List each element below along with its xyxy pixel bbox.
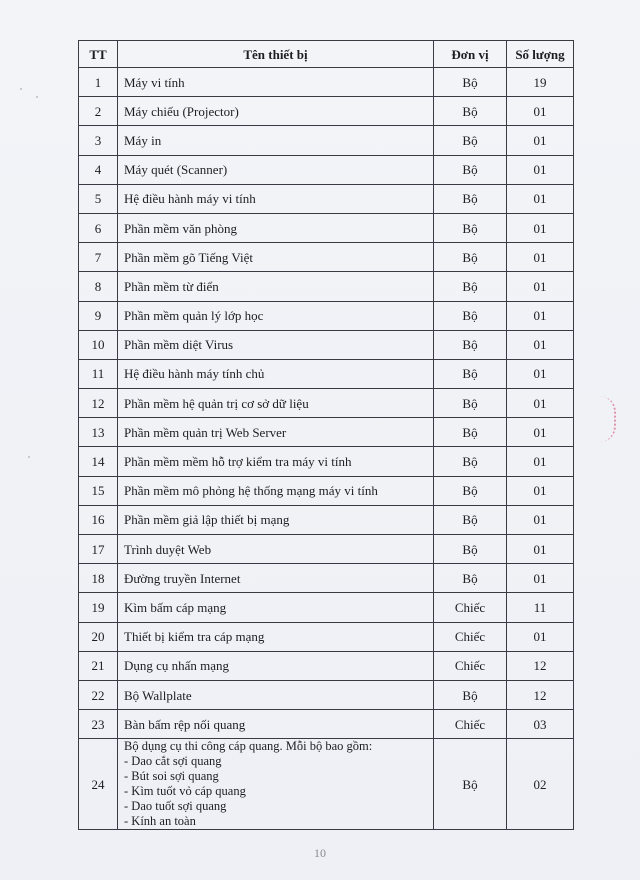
cell-qty: 01 bbox=[507, 272, 574, 301]
cell-unit: Bộ bbox=[434, 213, 507, 242]
cell-name-line: Bộ dụng cụ thi công cáp quang. Mỗi bộ bao gồm: bbox=[124, 739, 373, 754]
cell-unit: Bộ bbox=[434, 447, 507, 476]
cell-tt: 10 bbox=[79, 330, 118, 359]
cell-name-multiline bbox=[118, 739, 434, 830]
cell-name-line: - Bút soi sợi quang bbox=[124, 769, 219, 784]
cell-tt: 2 bbox=[79, 97, 118, 126]
cell-name: Máy vi tính bbox=[118, 68, 434, 97]
cell-name: Phần mềm quản lý lớp học bbox=[118, 301, 434, 330]
cell-name: Hệ điều hành máy tính chủ bbox=[118, 359, 434, 388]
table-row bbox=[79, 418, 574, 447]
header-unit: Đơn vị bbox=[434, 41, 507, 68]
cell-qty: 01 bbox=[507, 126, 574, 155]
cell-tt: 17 bbox=[79, 535, 118, 564]
cell-name-line: - Dao tuốt sợi quang bbox=[124, 799, 227, 814]
cell-name-line: - Kính an toàn bbox=[124, 814, 196, 829]
table-row bbox=[79, 301, 574, 330]
cell-tt: 5 bbox=[79, 184, 118, 213]
header-tt: TT bbox=[79, 41, 118, 68]
cell-unit: Chiếc bbox=[434, 710, 507, 739]
cell-name-line: - Kìm tuốt vỏ cáp quang bbox=[124, 784, 246, 799]
table-row bbox=[79, 272, 574, 301]
cell-name: Phần mềm gõ Tiếng Việt bbox=[118, 243, 434, 272]
cell-unit: Bộ bbox=[434, 359, 507, 388]
table-row bbox=[79, 68, 574, 97]
cell-name: Dụng cụ nhấn mạng bbox=[118, 651, 434, 680]
cell-name: Phần mềm mềm hỗ trợ kiểm tra máy vi tính bbox=[118, 447, 434, 476]
cell-tt: 3 bbox=[79, 126, 118, 155]
cell-qty: 01 bbox=[507, 564, 574, 593]
cell-qty: 01 bbox=[507, 330, 574, 359]
cell-unit: Bộ bbox=[434, 126, 507, 155]
table-row bbox=[79, 126, 574, 155]
table-row-24 bbox=[79, 739, 574, 830]
table-row bbox=[79, 535, 574, 564]
cell-tt: 7 bbox=[79, 243, 118, 272]
cell-name: Bàn bấm rệp nối quang bbox=[118, 710, 434, 739]
cell-name: Thiết bị kiểm tra cáp mạng bbox=[118, 622, 434, 651]
cell-tt: 12 bbox=[79, 389, 118, 418]
cell-unit: Bộ bbox=[434, 97, 507, 126]
cell-qty: 01 bbox=[507, 155, 574, 184]
cell-name: Phần mềm hệ quản trị cơ sở dữ liệu bbox=[118, 389, 434, 418]
cell-unit: Bộ bbox=[434, 564, 507, 593]
cell-name: Kìm bấm cáp mạng bbox=[118, 593, 434, 622]
cell-tt: 14 bbox=[79, 447, 118, 476]
cell-tt: 20 bbox=[79, 622, 118, 651]
cell-unit: Bộ bbox=[434, 243, 507, 272]
table-row bbox=[79, 184, 574, 213]
table-row bbox=[79, 359, 574, 388]
cell-qty: 01 bbox=[507, 184, 574, 213]
cell-tt: 8 bbox=[79, 272, 118, 301]
cell-qty: 01 bbox=[507, 301, 574, 330]
equipment-table bbox=[78, 40, 574, 830]
scan-speck bbox=[36, 96, 38, 98]
cell-unit: Bộ bbox=[434, 68, 507, 97]
scan-speck bbox=[20, 88, 22, 90]
table-row bbox=[79, 155, 574, 184]
cell-unit: Bộ bbox=[434, 155, 507, 184]
cell-qty: 01 bbox=[507, 622, 574, 651]
table-row bbox=[79, 330, 574, 359]
table-row bbox=[79, 389, 574, 418]
cell-tt: 9 bbox=[79, 301, 118, 330]
cell-qty: 01 bbox=[507, 389, 574, 418]
table-row bbox=[79, 651, 574, 680]
table-row bbox=[79, 680, 574, 709]
cell-qty: 01 bbox=[507, 97, 574, 126]
cell-tt: 22 bbox=[79, 680, 118, 709]
cell-name: Máy chiếu (Projector) bbox=[118, 97, 434, 126]
table-row bbox=[79, 213, 574, 242]
cell-qty: 01 bbox=[507, 476, 574, 505]
cell-qty: 01 bbox=[507, 243, 574, 272]
cell-name: Phần mềm văn phòng bbox=[118, 213, 434, 242]
cell-qty: 11 bbox=[507, 593, 574, 622]
cell-name: Phần mềm mô phỏng hệ thống mạng máy vi tính bbox=[118, 476, 434, 505]
cell-unit: Bộ bbox=[434, 184, 507, 213]
header-qty: Số lượng bbox=[507, 41, 574, 68]
cell-qty: 19 bbox=[507, 68, 574, 97]
cell-name: Máy in bbox=[118, 126, 434, 155]
header-name: Tên thiết bị bbox=[118, 41, 434, 68]
cell-qty: 01 bbox=[507, 535, 574, 564]
cell-qty: 01 bbox=[507, 505, 574, 534]
cell-tt: 18 bbox=[79, 564, 118, 593]
cell-name: Phần mềm giả lập thiết bị mạng bbox=[118, 505, 434, 534]
cell-tt: 21 bbox=[79, 651, 118, 680]
cell-unit: Bộ bbox=[434, 272, 507, 301]
cell-tt: 6 bbox=[79, 213, 118, 242]
cell-unit: Bộ bbox=[434, 680, 507, 709]
cell-name: Phần mềm quản trị Web Server bbox=[118, 418, 434, 447]
table-row bbox=[79, 622, 574, 651]
cell-tt: 16 bbox=[79, 505, 118, 534]
table-row bbox=[79, 505, 574, 534]
cell-tt: 4 bbox=[79, 155, 118, 184]
cell-unit: Bộ bbox=[434, 535, 507, 564]
table-row bbox=[79, 243, 574, 272]
cell-qty: 01 bbox=[507, 359, 574, 388]
cell-unit: Bộ bbox=[434, 330, 507, 359]
cell-unit: Bộ bbox=[434, 476, 507, 505]
cell-unit: Chiếc bbox=[434, 593, 507, 622]
cell-unit: Bộ bbox=[434, 389, 507, 418]
cell-tt: 24 bbox=[79, 739, 118, 830]
table-row bbox=[79, 593, 574, 622]
cell-unit: Chiếc bbox=[434, 622, 507, 651]
cell-qty: 12 bbox=[507, 680, 574, 709]
cell-qty: 01 bbox=[507, 447, 574, 476]
cell-tt: 15 bbox=[79, 476, 118, 505]
red-stamp-mark bbox=[600, 396, 616, 442]
table-row bbox=[79, 710, 574, 739]
table-row bbox=[79, 564, 574, 593]
page-number: 10 bbox=[314, 846, 326, 860]
cell-tt: 19 bbox=[79, 593, 118, 622]
cell-name: Đường truyền Internet bbox=[118, 564, 434, 593]
cell-unit: Bộ bbox=[434, 418, 507, 447]
cell-qty: 02 bbox=[507, 739, 574, 830]
cell-name: Phần mềm từ điển bbox=[118, 272, 434, 301]
table-header-row bbox=[79, 41, 574, 68]
table-row bbox=[79, 97, 574, 126]
cell-qty: 01 bbox=[507, 418, 574, 447]
cell-name: Máy quét (Scanner) bbox=[118, 155, 434, 184]
cell-name: Bộ Wallplate bbox=[118, 680, 434, 709]
cell-name: Phần mềm diệt Virus bbox=[118, 330, 434, 359]
table-row bbox=[79, 476, 574, 505]
scan-speck bbox=[28, 456, 30, 458]
table-row bbox=[79, 447, 574, 476]
cell-unit: Bộ bbox=[434, 505, 507, 534]
cell-qty: 03 bbox=[507, 710, 574, 739]
cell-tt: 13 bbox=[79, 418, 118, 447]
cell-name-line: - Dao cắt sợi quang bbox=[124, 754, 222, 769]
cell-qty: 01 bbox=[507, 213, 574, 242]
cell-name: Hệ điều hành máy vi tính bbox=[118, 184, 434, 213]
cell-tt: 23 bbox=[79, 710, 118, 739]
cell-unit: Bộ bbox=[434, 301, 507, 330]
cell-tt: 1 bbox=[79, 68, 118, 97]
table-body bbox=[79, 68, 574, 830]
cell-unit: Chiếc bbox=[434, 651, 507, 680]
cell-unit: Bộ bbox=[434, 739, 507, 830]
cell-tt: 11 bbox=[79, 359, 118, 388]
cell-name: Trình duyệt Web bbox=[118, 535, 434, 564]
cell-qty: 12 bbox=[507, 651, 574, 680]
